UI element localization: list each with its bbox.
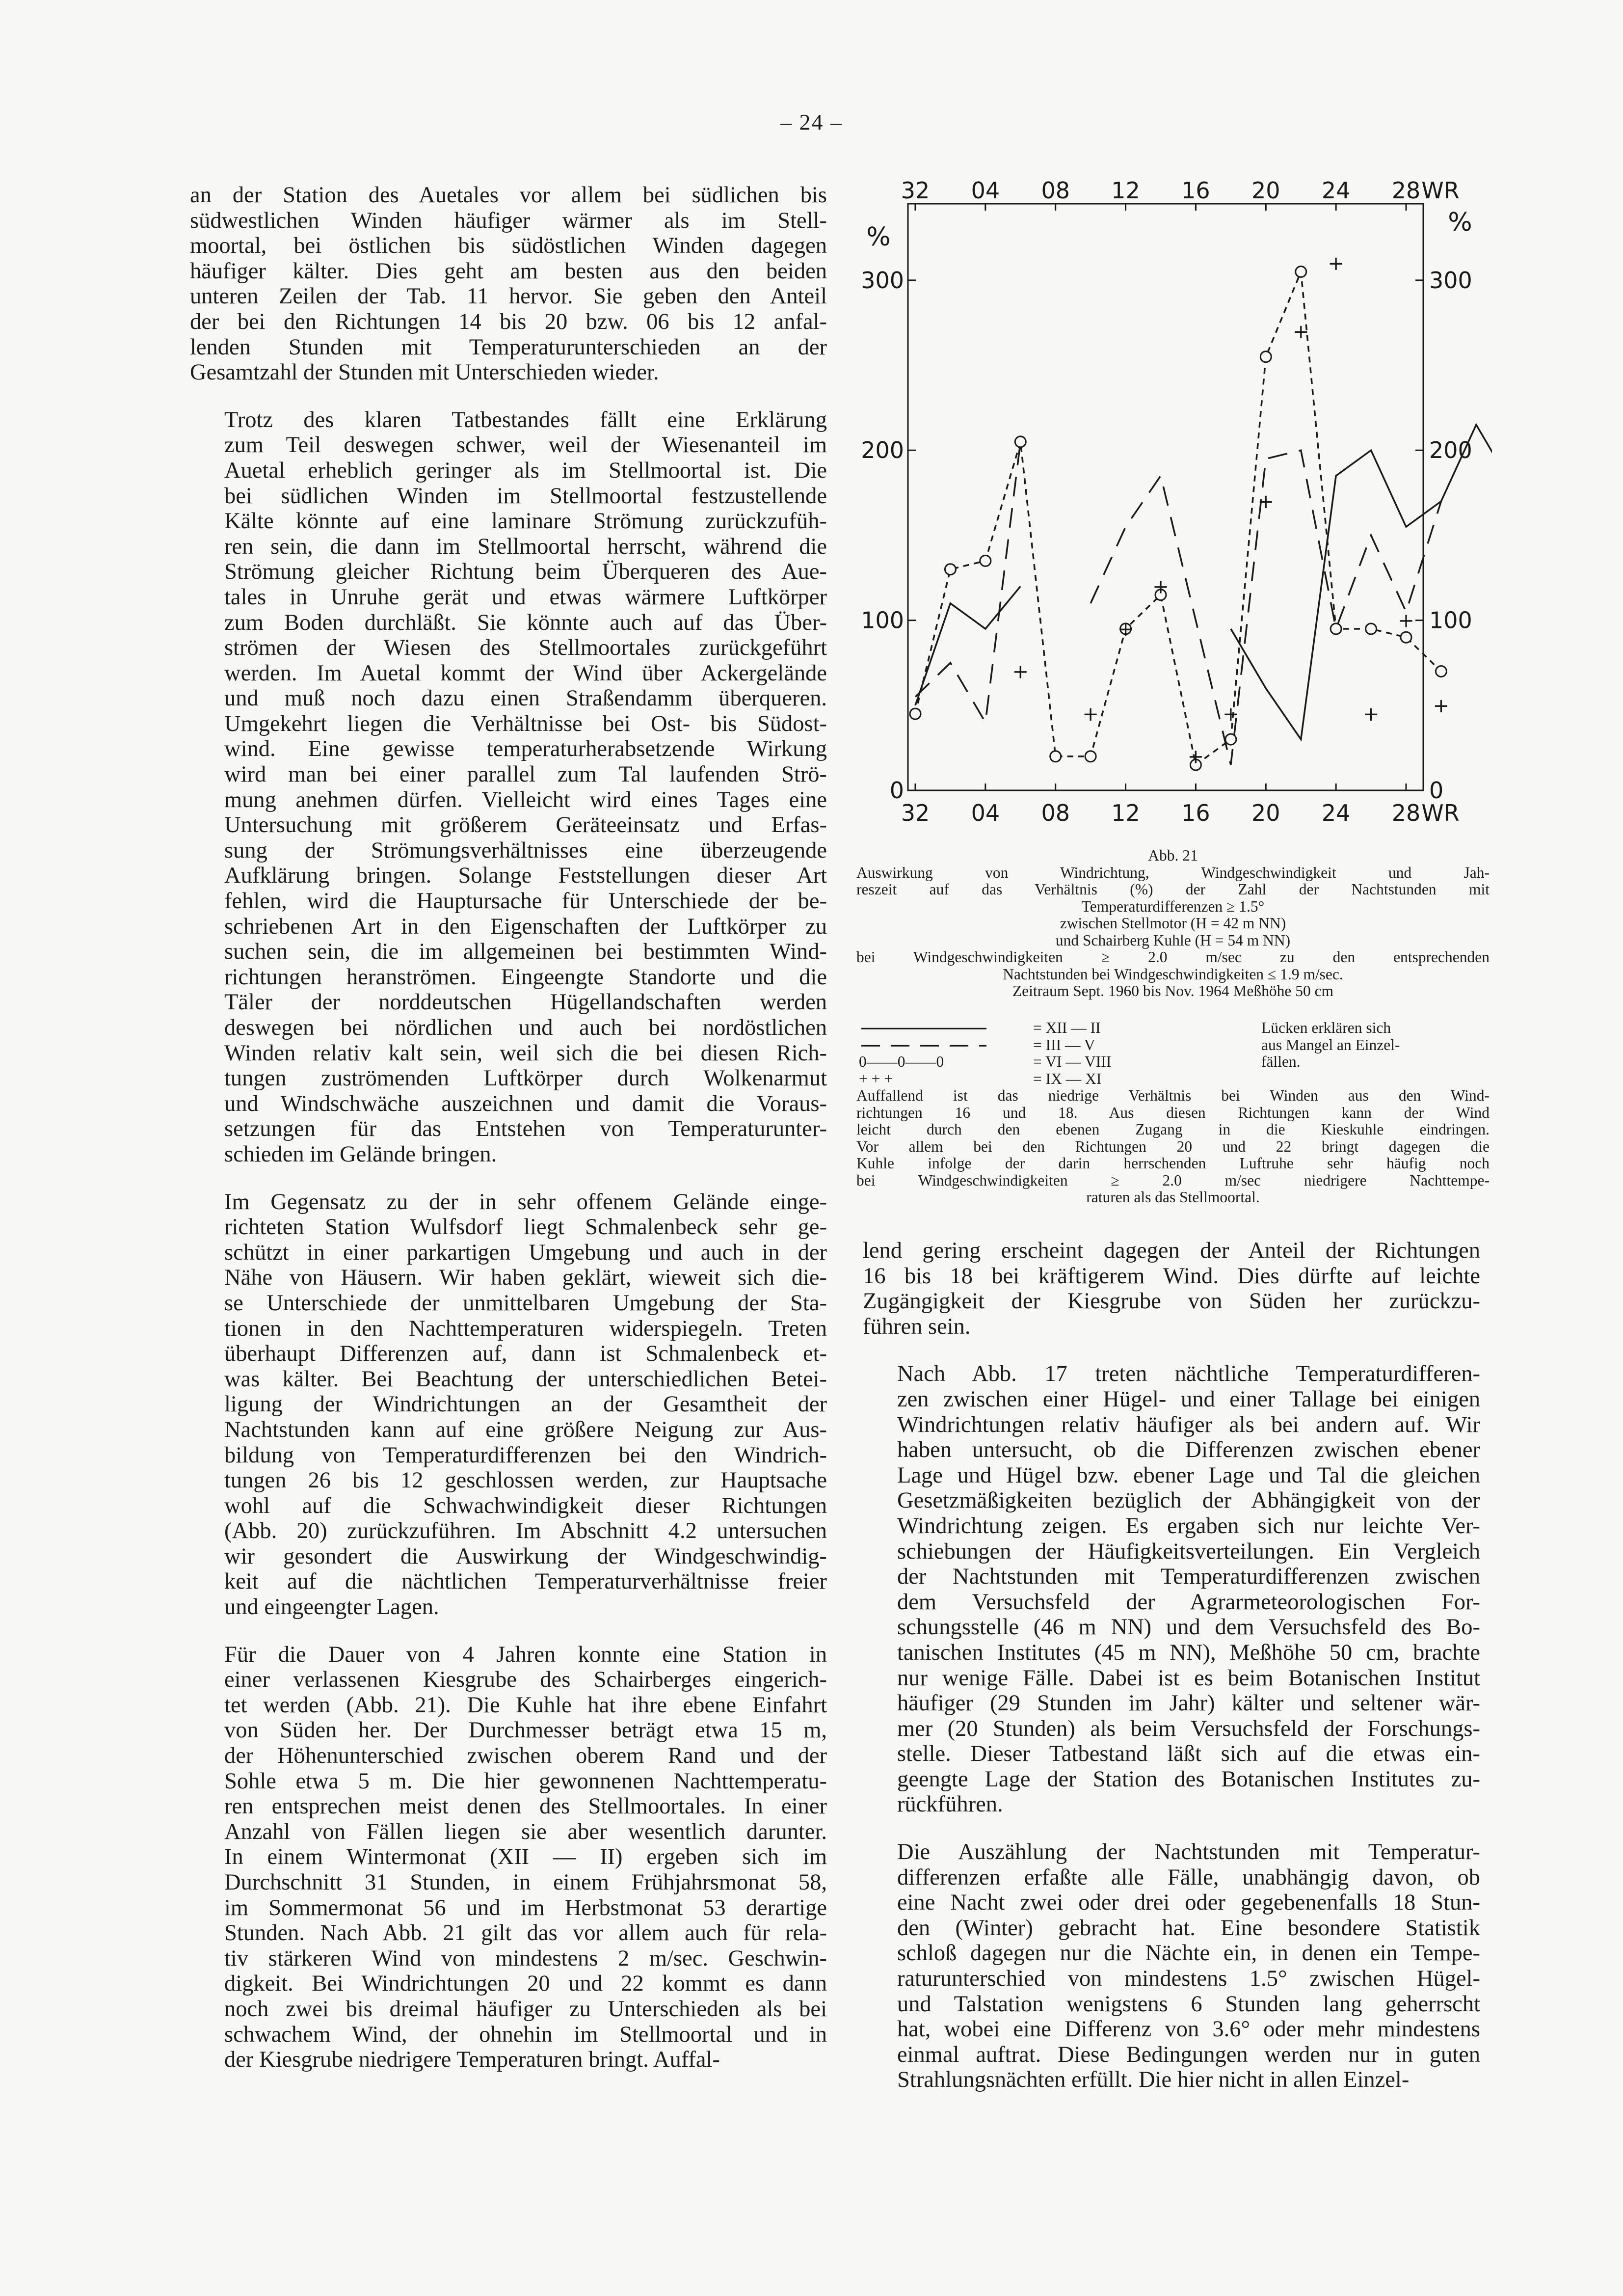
caption-line: Zeitraum Sept. 1960 bis Nov. 1964 Meßhöhe 50 cm <box>1012 982 1334 999</box>
series-dashed <box>915 442 1441 765</box>
text-line: Windrichtung zeigen. Es ergaben sich nur leichte Ver- <box>897 1513 1480 1539</box>
paragraph <box>190 183 827 385</box>
text-line: Auetal erheblich geringer als im Stellmoortal ist. Die <box>224 458 827 483</box>
text-line: häufiger (29 Stunden im Jahr) kälter und seltener wär- <box>897 1691 1480 1716</box>
data-point-plus: + <box>1398 609 1414 632</box>
text-line: tanischen Institutes (45 m NN), Meßhöhe 50 cm, brachte <box>897 1640 1480 1665</box>
y-tick-label-right: 0 <box>1429 777 1444 804</box>
text-line: Nähe von Häusern. Wir haben geklärt, wieweit sich die- <box>224 1265 827 1291</box>
text-line: mung anehmen dürfen. Vielleicht wird eines Tages eine <box>224 787 827 812</box>
text-line: nur wenige Fälle. Dabei ist es beim Botanischen Institut <box>897 1665 1480 1691</box>
text-line: und eingeengter Lagen. <box>224 1594 439 1620</box>
caption-remark-line: Vor allem bei den Richtungen 20 und 22 bringt dagegen die <box>856 1137 1490 1155</box>
data-point-plus: + <box>1328 252 1344 275</box>
text-line: eine Nacht zwei oder drei oder gegebenenfalls 18 Stun- <box>897 1890 1480 1916</box>
figure-abb-21 <box>854 177 1492 849</box>
figure-caption <box>856 847 1490 1000</box>
text-line: Strahlungsnächten erfüllt. Die hier nicht in allen Einzel- <box>897 2067 1410 2093</box>
text-line: fehlen, wird die Hauptursache für Unterschiede der be- <box>224 889 827 914</box>
text-line: Sohle etwa 5 m. Die hier gewonnenen Nachttemperatu- <box>224 1768 827 1794</box>
text-line: haben untersucht, ob die Differenzen zwischen ebener <box>897 1437 1480 1463</box>
text-line: Nachtstunden kann auf eine größere Neigung zur Aus- <box>224 1417 827 1442</box>
x-tick-label-top: 20 <box>1251 177 1280 204</box>
legend-value: = III — V <box>1033 1036 1095 1053</box>
text-line: Trotz des klaren Tatbestandes fällt eine Erklärung <box>224 407 827 432</box>
text-line: zen zwischen einer Hügel- und einer Tallage bei einigen <box>897 1386 1480 1412</box>
right-column <box>863 1238 1480 2115</box>
caption-label: Abb. 21 <box>1148 847 1198 864</box>
y-tick-label-left: 100 <box>861 607 904 634</box>
text-line: In einem Wintermonat (XII — II) ergeben sich im <box>224 1844 827 1870</box>
text-line: schützt in einer parkartigen Umgebung und auch in der <box>224 1240 827 1265</box>
text-line: im Sommermonat 56 und im Herbstmonat 53 derartige <box>224 1895 827 1920</box>
x-tick-label-bottom: 08 <box>1041 800 1070 826</box>
legend-note: Lücken erklären sich <box>1261 1019 1391 1036</box>
text-line: (Abb. 20) zurückzuführen. Im Abschnitt 4.2 untersuchen <box>224 1518 827 1544</box>
data-point-plus: + <box>1152 575 1169 598</box>
text-line: unteren Zeilen der Tab. 11 hervor. Sie geben den Anteil <box>190 284 827 309</box>
x-tick-label-top: 12 <box>1111 177 1140 204</box>
x-tick-label-top: 32 <box>901 177 930 204</box>
caption-line: und Schairberg Kuhle (H = 54 m NN) <box>1055 931 1291 949</box>
y-tick-label-right: 300 <box>1429 267 1472 294</box>
series-plus <box>1012 252 1450 768</box>
legend-note: aus Mangel an Einzel- <box>1261 1036 1400 1053</box>
data-point-circle <box>1401 632 1411 643</box>
y-unit-label-left: % <box>866 222 891 252</box>
legend-dashed-line <box>859 1037 989 1054</box>
series-group <box>910 252 1492 770</box>
y-tick-label-left: 0 <box>889 777 904 804</box>
text-line: sung der Strömungsverhältnisses eine überzeugende <box>224 837 827 863</box>
text-line: überhaupt Differenzen auf, dann ist Schmalenbeck et- <box>224 1341 827 1367</box>
y-tick-label-right: 100 <box>1429 607 1472 634</box>
text-line: strömen der Wiesen des Stellmoortales zurückgeführt <box>224 635 827 661</box>
text-line: lenden Stunden mit Temperaturunterschieden an der <box>190 334 827 360</box>
data-point-circle <box>1330 623 1341 634</box>
y-tick-label-right: 200 <box>1429 437 1472 464</box>
text-line: digkeit. Bei Windrichtungen 20 und 22 kommt es dann <box>224 1971 827 1997</box>
text-line: Zugängigkeit der Kiesgrube von Süden her zurückzu- <box>863 1289 1480 1314</box>
text-line: keit auf die nächtlichen Temperaturverhältnisse freier <box>224 1569 827 1594</box>
text-line: tionen in den Nachttemperaturen widerspiegeln. Treten <box>224 1316 827 1341</box>
caption-remark <box>856 1087 1490 1206</box>
text-line: dem Versuchsfeld der Agrarmeteorologischen For- <box>897 1589 1480 1615</box>
caption-remark-line: Kuhle infolge der darin herrschenden Luftruhe sehr häufig noch <box>856 1155 1490 1172</box>
text-line: zum Boden durchläßt. Sie könnte auch auf das Über- <box>224 610 827 635</box>
text-line: was kälter. Bei Beachtung der unterschiedlichen Betei- <box>224 1366 827 1392</box>
paragraph <box>190 407 827 1167</box>
series-line-circle-dotted <box>915 272 1441 765</box>
text-line: der Nachtstunden mit Temperaturdifferenzen zwischen <box>897 1564 1480 1590</box>
y-tick-label-left: 200 <box>861 437 904 464</box>
text-line: hat, wobei eine Differenz von 3.6° oder mehr mindestens <box>897 2017 1480 2042</box>
text-line: differenzen erfaßte alle Fälle, unabhängig davon, ob <box>897 1864 1480 1890</box>
text-line: Gesamtzahl der Stunden mit Unterschieden wieder. <box>190 360 659 385</box>
caption-remark-line: Auffallend ist das niedrige Verhältnis bei Winden aus den Wind- <box>856 1087 1490 1104</box>
text-line: tungen zuströmenden Luftkörper durch Wolkenarmut <box>224 1066 827 1091</box>
text-line: moortal, bei östlichen bis südöstlichen Winden dagegen <box>190 233 827 259</box>
text-line: schungsstelle (46 m NN) und dem Versuchsfeld des Bo- <box>897 1615 1480 1640</box>
data-point-circle <box>1260 351 1271 362</box>
data-point-circle <box>980 555 991 566</box>
figure-legend <box>859 1020 1492 1087</box>
text-line: Täler der norddeutschen Hügellandschaften werden <box>224 990 827 1015</box>
legend-solid-line <box>859 1020 989 1037</box>
caption-line: Auswirkung von Windrichtung, Windgeschwindigkeit und Jah- <box>856 864 1490 881</box>
data-point-circle <box>1015 436 1026 447</box>
paragraph <box>190 1642 827 2073</box>
x-tick-label-top: 04 <box>971 177 1000 204</box>
data-point-plus: + <box>1012 660 1029 683</box>
text-line: Windrichtungen relativ häufiger als bei andern auf. Wir <box>897 1412 1480 1437</box>
text-line: wind. Eine gewisse temperaturherabsetzende Wirkung <box>224 736 827 762</box>
text-line: bei südlichen Winden im Stellmoortal festzustellende <box>224 483 827 509</box>
text-line: an der Station des Auetales vor allem bei südlichen bis <box>190 183 827 208</box>
legend-row-plus <box>859 1071 1492 1088</box>
data-point-circle <box>910 708 921 719</box>
caption-line: bei Windgeschwindigkeiten ≥ 2.0 m/sec zu den entsprechenden <box>856 948 1490 966</box>
caption-line: reszeit auf das Verhältnis (%) der Zahl der Nachtstunden mit <box>856 881 1490 898</box>
y-tick-label-left: 300 <box>861 267 904 294</box>
data-point-circle <box>1050 751 1061 762</box>
page-number: – 24 – <box>780 109 843 135</box>
text-line: Anzahl von Fällen liegen sie aber wesentlich darunter. <box>224 1819 827 1844</box>
x-tick-label-top: 08 <box>1041 177 1070 204</box>
paragraph <box>863 1839 1480 2093</box>
text-line: stelle. Dieser Tatbestand läßt sich auf die etwas ein- <box>897 1741 1480 1767</box>
text-line: ren entsprechen meist denen des Stellmoortales. In einer <box>224 1794 827 1819</box>
text-line: bildung von Temperaturdifferenzen bei den Windrich- <box>224 1442 827 1468</box>
caption-line: zwischen Stellmotor (H = 42 m NN) <box>1060 915 1286 932</box>
text-line: und muß noch dazu einen Straßendamm überqueren. <box>224 686 827 711</box>
legend-value: = VI — VIII <box>1033 1053 1112 1070</box>
text-line: rückführen. <box>897 1792 1003 1817</box>
text-line: Winden relativ kalt sein, weil sich die bei diesen Rich- <box>224 1040 827 1066</box>
text-line: richtungen heranströmen. Eingeengte Standorte und die <box>224 964 827 990</box>
text-line: Kälte könnte auf eine laminare Strömung zurückzufüh- <box>224 509 827 534</box>
text-line: schriebenen Art in den Eigenschaften der Luftkörper zu <box>224 914 827 939</box>
text-line: tiv stärkeren Wind von mindestens 2 m/sec. Geschwin- <box>224 1945 827 1971</box>
series-solid <box>915 425 1492 739</box>
data-point-circle <box>1296 267 1306 277</box>
text-line: einer verlassenen Kiesgrube des Schairberges eingerich- <box>224 1667 827 1693</box>
text-line: Für die Dauer von 4 Jahren konnte eine Station in <box>224 1642 827 1667</box>
data-point-plus: + <box>1117 618 1134 641</box>
text-line: und Windschwäche auszeichnen und damit die Voraus- <box>224 1091 827 1116</box>
text-line: Im Gegensatz zu der in sehr offenem Gelände einge- <box>224 1189 827 1215</box>
data-point-plus: + <box>1082 703 1099 726</box>
text-line: tet werden (Abb. 21). Die Kuhle hat ihre ebene Einfahrt <box>224 1692 827 1718</box>
data-point-circle <box>1085 751 1096 762</box>
text-line: suchen sein, die im allgemeinen bei bestimmten Wind- <box>224 939 827 965</box>
text-line: 16 bis 18 bei kräftigerem Wind. Dies dürfte auf leichte <box>863 1263 1480 1289</box>
data-point-plus: + <box>1187 745 1204 768</box>
chart <box>854 177 1492 849</box>
caption-remark-line: bei Windgeschwindigkeiten ≥ 2.0 m/sec niedrigere Nachttempe- <box>856 1171 1490 1189</box>
series-circle-dotted <box>910 267 1446 770</box>
legend-row-circle <box>859 1053 1492 1071</box>
text-line: ren sein, die dann im Stellmoortal herrscht, während die <box>224 534 827 559</box>
data-point-circle <box>945 564 956 575</box>
caption-remark-line: leicht durch den ebenen Zugang in die Kieskuhle eindringen. <box>856 1121 1490 1138</box>
paragraph <box>190 1189 827 1620</box>
text-line: der Höhenunterschied zwischen oberem Rand und der <box>224 1743 827 1769</box>
legend-value: = XII — II <box>1033 1019 1101 1036</box>
text-line: noch zwei bis dreimal häufiger zu Unterschieden als bei <box>224 1996 827 2022</box>
x-tick-label-top: 16 <box>1181 177 1210 204</box>
caption-remark-line: raturen als das Stellmoortal. <box>1086 1189 1260 1206</box>
text-line: richteten Station Wulfsdorf liegt Schmalenbeck sehr ge- <box>224 1215 827 1240</box>
text-line: Gesetzmäßigkeiten bezüglich der Abhängigkeit von der <box>897 1488 1480 1513</box>
text-line: schieden im Gelände bringen. <box>224 1141 497 1167</box>
text-line: schloß dagegen nur die Nächte ein, in denen ein Tempe- <box>897 1941 1480 1966</box>
x-tick-label-bottom: 04 <box>971 800 1000 826</box>
x-tick-label-bottom: 28 <box>1391 800 1421 826</box>
data-point-plus: + <box>1223 703 1239 726</box>
text-line: se Unterschiede der unmittelbaren Umgebung der Sta- <box>224 1290 827 1316</box>
text-line: lend gering erscheint dagegen der Anteil der Richtungen <box>863 1238 1480 1263</box>
text-line: Aufklärung bringen. Solange Feststellungen dieser Art <box>224 863 827 889</box>
x-tick-label-top: 24 <box>1321 177 1351 204</box>
series-line-solid <box>1231 425 1492 739</box>
text-line: setzungen für das Entstehen von Temperaturunter- <box>224 1116 827 1142</box>
text-line: mer (20 Stunden) als beim Versuchsfeld der Forschungs- <box>897 1716 1480 1741</box>
text-line: tales in Unruhe gerät und etwas wärmere Luftkörper <box>224 584 827 610</box>
legend-row-dashed <box>859 1037 1492 1054</box>
data-point-circle <box>1436 666 1446 677</box>
text-line: Nach Abb. 17 treten nächtliche Temperaturdifferen- <box>897 1361 1480 1387</box>
text-line: Umgekehrt liegen die Verhältnisse bei Ost- bis Südost- <box>224 711 827 736</box>
text-line: den (Winter) gebracht hat. Eine besondere Statistik <box>897 1915 1480 1941</box>
text-line: werden. Im Auetal kommt der Wind über Ackergelände <box>224 660 827 686</box>
x-tick-label-top: 28 <box>1391 177 1421 204</box>
text-line: häufiger kälter. Dies geht am besten aus den beiden <box>190 258 827 284</box>
legend-value: = IX — XI <box>1033 1070 1102 1087</box>
data-point-plus: + <box>1292 320 1309 343</box>
x-tick-label-bottom: 24 <box>1321 800 1351 826</box>
data-point-circle <box>1225 734 1236 745</box>
x-tick-label-bottom: 32 <box>901 800 930 826</box>
text-line: führen sein. <box>863 1314 971 1339</box>
y-unit-label-right: % <box>1448 208 1472 237</box>
text-line: wir gesondert die Auswirkung der Windgeschwindig- <box>224 1543 827 1569</box>
text-line: einmal auftrat. Diese Bedingungen werden nur in guten <box>897 2042 1480 2067</box>
text-line: Lage und Hügel bzw. ebener Lage und Tal die gleichen <box>897 1462 1480 1488</box>
legend-note: fällen. <box>1261 1053 1301 1070</box>
text-line: und Talstation wenigstens 6 Stunden lang geherrscht <box>897 1991 1480 2017</box>
caption-line: Temperaturdifferenzen ≥ 1.5° <box>1081 897 1265 915</box>
text-line: ligung der Windrichtungen an der Gesamtheit der <box>224 1392 827 1417</box>
paragraph <box>863 1361 1480 1817</box>
data-point-circle <box>1366 623 1377 634</box>
x-tick-label-bottom: 16 <box>1181 800 1210 826</box>
x-unit-label-top: WR <box>1421 177 1460 204</box>
text-line: Die Auszählung der Nachtstunden mit Temperatur- <box>897 1839 1480 1865</box>
legend-circle-symbol: 0——0——0 <box>859 1053 944 1070</box>
text-line: schwachem Wind, der ohnehin im Stellmoortal und in <box>224 2022 827 2047</box>
x-tick-label-bottom: 12 <box>1111 800 1140 826</box>
text-line: wohl auf die Schwachwindigkeit dieser Richtungen <box>224 1493 827 1518</box>
text-line: der Kiesgrube niedrigere Temperaturen bringt. Auffal- <box>224 2047 720 2073</box>
paragraph <box>863 1238 1480 1339</box>
text-line: der bei den Richtungen 14 bis 20 bzw. 06 bis 12 anfal- <box>190 309 827 334</box>
series-line-dashed <box>915 442 1020 723</box>
text-line: Untersuchung mit größerem Geräteeinsatz und Erfas- <box>224 812 827 838</box>
text-line: Stunden. Nach Abb. 21 gilt das vor allem auch für rela- <box>224 1920 827 1946</box>
text-line: wird man bei einer parallel zum Tal laufenden Strö- <box>224 762 827 787</box>
text-line: Strömung gleicher Richtung beim Überqueren des Aue- <box>224 559 827 585</box>
caption-line: Nachtstunden bei Windgeschwindigkeiten ≤ 1.9 m/sec. <box>1003 965 1343 983</box>
data-point-plus: + <box>1433 694 1450 717</box>
text-line: deswegen bei nördlichen und auch bei nordöstlichen <box>224 1015 827 1040</box>
text-line: schiebungen der Häufigkeitsverteilungen. Ein Vergleich <box>897 1539 1480 1564</box>
text-line: südwestlichen Winden häufiger wärmer als im Stell- <box>190 208 827 233</box>
x-unit-label-bottom: WR <box>1421 800 1460 826</box>
text-line: raturunterschied von mindestens 1.5° zwischen Hügel- <box>897 1966 1480 1992</box>
text-line: zum Teil deswegen schwer, weil der Wiesenanteil im <box>224 432 827 458</box>
text-line: von Süden her. Der Durchmesser beträgt etwa 15 m, <box>224 1718 827 1743</box>
text-line: Durchschnitt 31 Stunden, in einem Frühjahrsmonat 58, <box>224 1870 827 1895</box>
data-point-plus: + <box>1257 490 1275 513</box>
text-line: tungen 26 bis 12 geschlossen werden, zur Hauptsache <box>224 1468 827 1493</box>
legend-row-solid <box>859 1020 1492 1037</box>
text-line: geengte Lage der Station des Botanischen Institutes zu- <box>897 1766 1480 1792</box>
x-tick-label-bottom: 20 <box>1251 800 1280 826</box>
left-column <box>190 183 827 2095</box>
legend-plus-symbol: + + + <box>859 1070 893 1087</box>
caption-remark-line: richtungen 16 und 18. Aus diesen Richtungen kann der Wind <box>856 1104 1490 1121</box>
data-point-plus: + <box>1362 703 1380 726</box>
